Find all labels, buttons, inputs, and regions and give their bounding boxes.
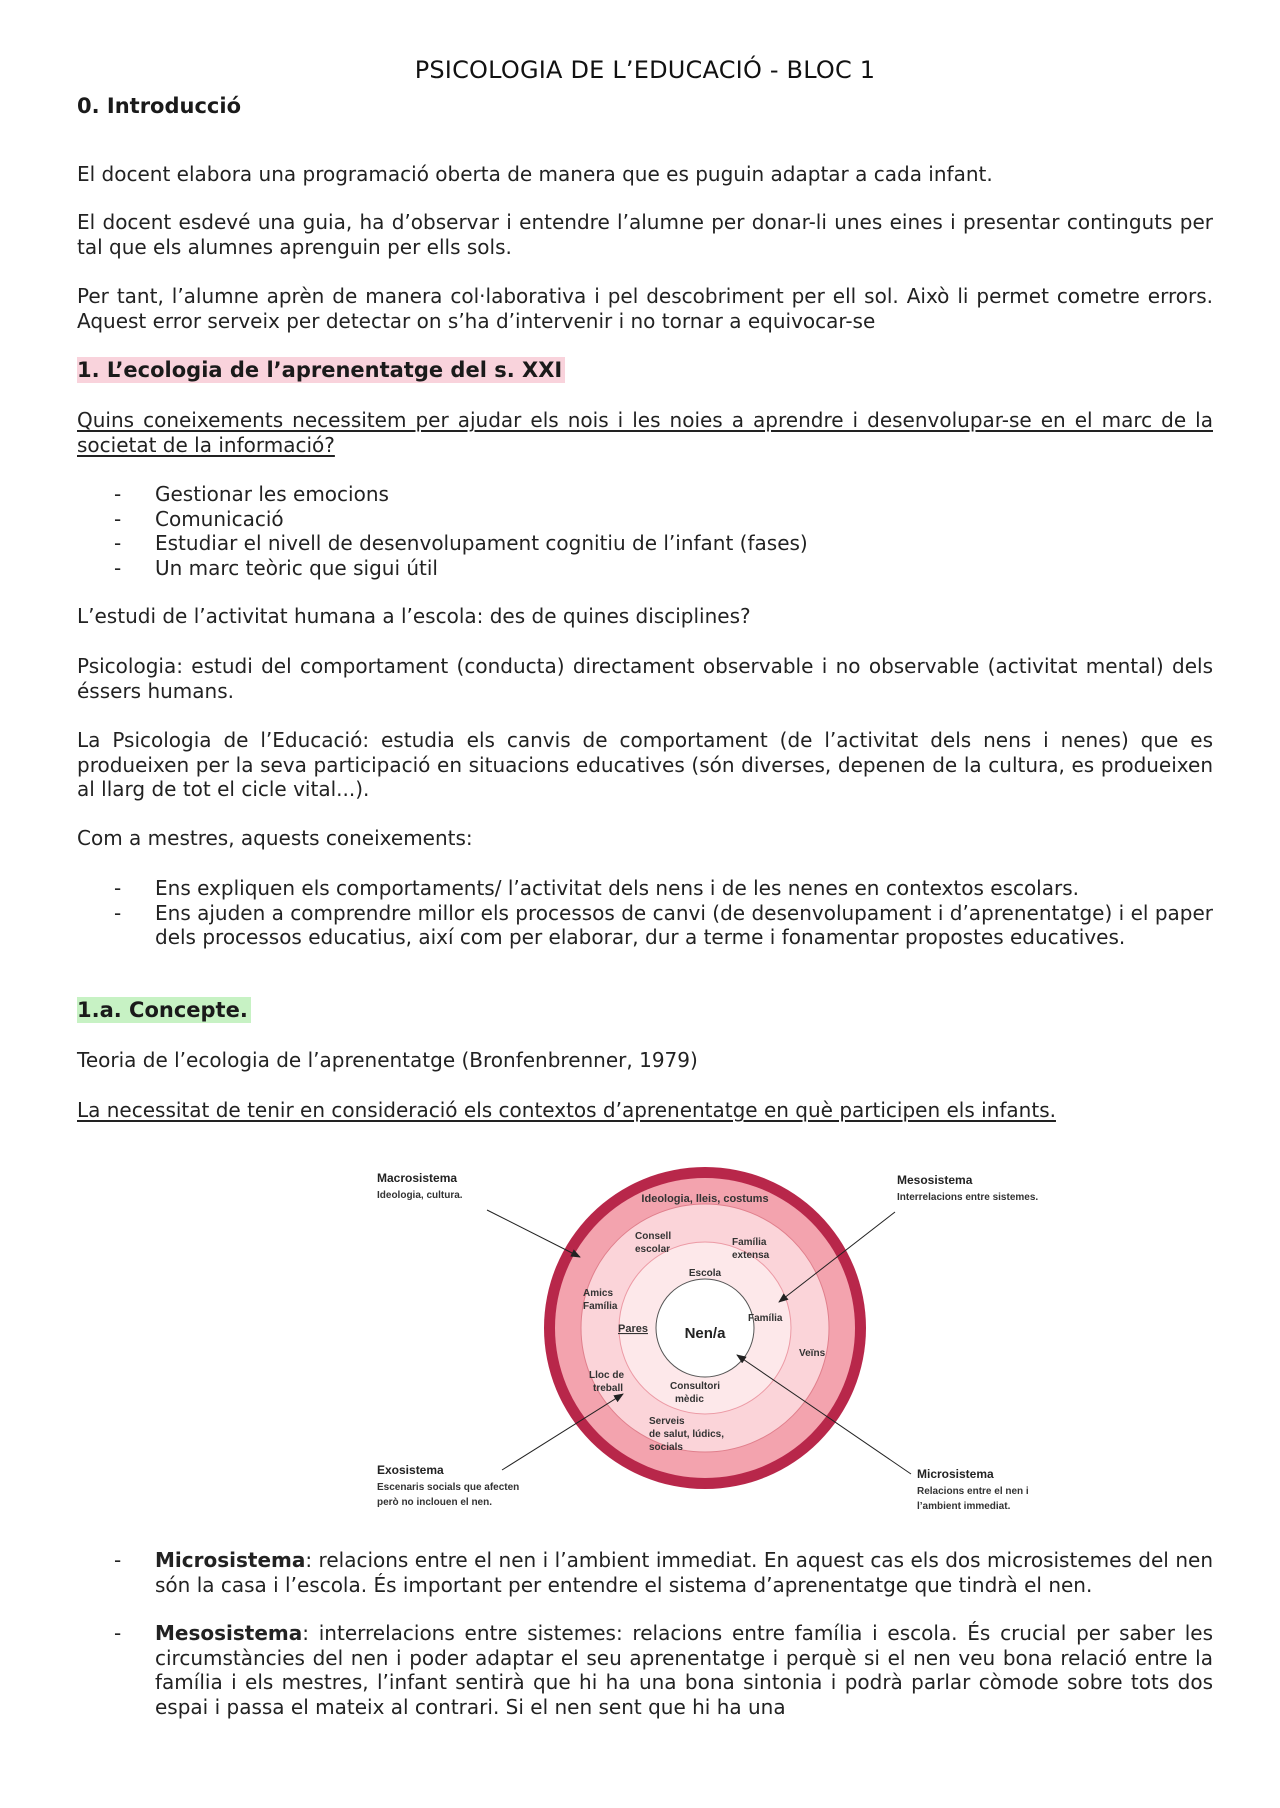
macrosystem-title: Macrosistema [377, 1171, 458, 1185]
label-pares: Pares [618, 1323, 648, 1335]
macrosystem-arrow [487, 1210, 580, 1257]
list-item: - Estudiar el nivell de desenvolupament cognitiu de l’infant (fases) [77, 531, 1213, 556]
label-familia-extensa: Família [732, 1237, 767, 1248]
intro-paragraph-1: El docent elabora una programació oberta de manera que es puguin adaptar a cada infant. [77, 162, 993, 186]
page-title: PSICOLOGIA DE L’EDUCACIÓ - BLOC 1 [414, 56, 876, 84]
heading-introduccio: 0. Introducció [77, 94, 241, 118]
definition-microsistema: : relacions entre el nen i l’ambient immediat. En aquest cas els dos microsistemes del nen són la casa i l’escola. És important per entendre el sistema d’aprenentatge que tindrà el nen. [155, 1548, 1213, 1597]
definitions-list [77, 1548, 1213, 1719]
label-serveis: Serveis [649, 1416, 685, 1427]
microsystem-desc-2: l’ambient immediat. [917, 1501, 1011, 1512]
label-familia: Família [748, 1313, 783, 1324]
list-item: - Un marc teòric que sigui útil [77, 556, 1213, 581]
label-veins: Veïns [799, 1348, 826, 1359]
label-consultori-2: mèdic [675, 1394, 704, 1405]
label-consell-2: escolar [635, 1244, 671, 1255]
label-consell: Consell [635, 1231, 672, 1242]
list-item: - Comunicació [77, 507, 1213, 532]
ring-label-ideologia: Ideologia, lleis, costums [641, 1193, 769, 1205]
exosystem-desc: Escenaris socials que afecten [377, 1482, 520, 1493]
heading-concepte: 1.a. Concepte. [77, 996, 251, 1024]
psicologia-paragraph: Psicologia: estudi del comportament (conducta) directament observable i no observable (activitat mental) dels éssers humans. [77, 654, 1213, 703]
label-amics: Amics [583, 1288, 614, 1299]
necessitat-paragraph: La necessitat de tenir en consideració els contextos d’aprenentatge en què participen els infants. [77, 1098, 1056, 1122]
exosystem-desc-2: però no inclouen el nen. [377, 1497, 493, 1508]
label-familia-extensa-2: extensa [732, 1250, 770, 1261]
ecological-systems-diagram [287, 1156, 1087, 1516]
skills-list [77, 482, 1213, 580]
disciplines-paragraph: L’estudi de l’activitat humana a l’escola: des de quines disciplines? [77, 604, 751, 628]
label-serveis-2: de salut, lúdics, [649, 1429, 725, 1440]
list-item: - Ens ajuden a comprendre millor els processos de canvi (de desenvolupament i d’aprenentatge) i el paper dels processos educatius, així com per elaborar, dur a terme i fonamentar propostes educatives. [77, 901, 1213, 950]
list-item-mesosistema [77, 1621, 1213, 1719]
microsystem-desc: Relacions entre el nen i [917, 1486, 1029, 1497]
intro-paragraph-2: El docent esdevé una guia, ha d’observar i entendre l’alumne per donar-li unes eines i presentar continguts per tal que els alumnes aprenguin per ells sols. [77, 210, 1213, 259]
mesosystem-title: Mesosistema [897, 1173, 973, 1187]
list-item: - Gestionar les emocions [77, 482, 1213, 507]
macrosystem-desc: Ideologia, cultura. [377, 1190, 463, 1201]
label-amics-familia: Família [583, 1301, 618, 1312]
psicologia-educacio-paragraph: La Psicologia de l’Educació: estudia els canvis de comportament (de l’activitat dels nens i nenes) que es produeixen per la seva participació en situacions educatives (són diverses, depenen de la cultura, es produeixen al llarg de tot el cicle vital...). [77, 728, 1213, 801]
mestres-paragraph: Com a mestres, aquests coneixements: [77, 826, 473, 850]
list-item: - Ens expliquen els comportaments/ l’activitat dels nens i de les nenes en contextos escolars. [77, 876, 1213, 901]
label-serveis-3: socials [649, 1442, 683, 1453]
section1-question: Quins coneixements necessitem per ajudar els nois i les noies a aprendre i desenvolupar-se en el marc de la societat de la informació? [77, 408, 1213, 457]
label-lloc-treball-2: treball [593, 1383, 624, 1394]
center-label: Nen/a [684, 1325, 726, 1342]
list-item-microsistema [77, 1548, 1213, 1597]
exosystem-title: Exosistema [377, 1463, 444, 1477]
intro-paragraph-3: Per tant, l’alumne aprèn de manera col·laborativa i pel descobriment per ell sol. Això li permet cometre errors. Aquest error serveix per detectar on s’ha d’intervenir i no tornar a equivocar-se [77, 284, 1213, 333]
mesosystem-desc: Interrelacions entre sistemes. [897, 1192, 1039, 1203]
teoria-paragraph: Teoria de l’ecologia de l’aprenentatge (Bronfenbrenner, 1979) [77, 1048, 698, 1072]
label-escola: Escola [688, 1268, 722, 1279]
heading-section-1: 1. L’ecologia de l’aprenentatge del s. XXI [77, 356, 565, 384]
label-consultori: Consultori [670, 1381, 720, 1392]
coneixements-list [77, 876, 1213, 950]
definition-mesosistema: : interrelacions entre sistemes: relacions entre família i escola. És crucial per saber les circumstàncies del nen i poder adaptar el seu aprenentatge i perquè si el nen veu bona relació entre la família i els mestres, l’infant sentirà que hi ha una bona sintonia i podrà parlar còmode sobre tots dos espai i passa el mateix al contrari. Si el nen sent que hi ha una [155, 1621, 1213, 1719]
term-microsistema: Microsistema [155, 1548, 306, 1572]
microsystem-title: Microsistema [917, 1467, 994, 1481]
label-lloc-treball: Lloc de [589, 1370, 625, 1381]
term-mesosistema: Mesosistema [155, 1621, 303, 1645]
